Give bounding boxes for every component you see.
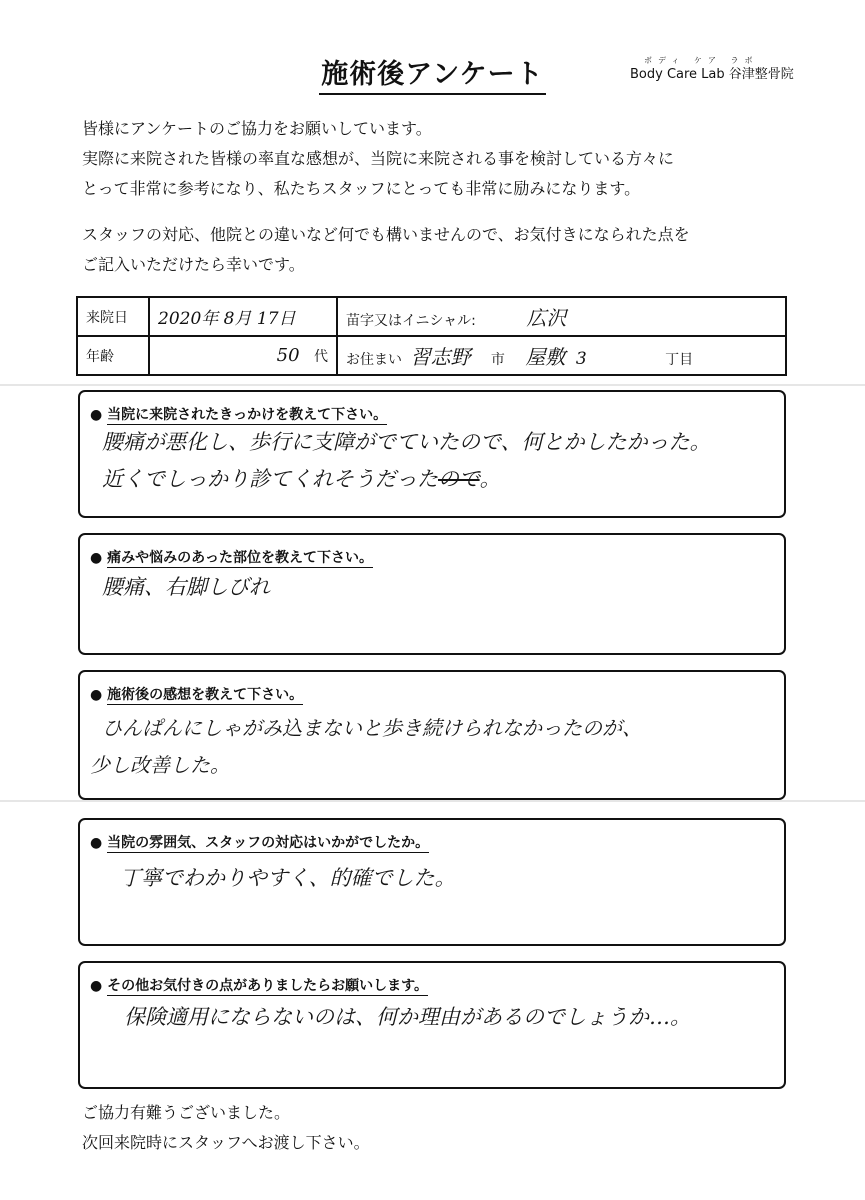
visit-date-field[interactable]: 2020年 8月 17日 <box>149 297 337 336</box>
question-label: ● 当院に来院されたきっかけを教えて下さい。 <box>90 407 388 423</box>
page-title: 施術後アンケート <box>0 52 865 91</box>
brand-name: Body Care Lab 谷津整骨院 <box>630 67 794 82</box>
initial-value: 広沢 <box>526 306 567 330</box>
question-label: ● その他お気付きの点がありましたらお願いします。 <box>90 978 428 994</box>
initial-label: 苗字又はイニシャル: <box>346 313 476 329</box>
visitor-info-table <box>76 296 787 376</box>
question-label: ● 痛みや悩みのあった部位を教えて下さい。 <box>90 550 373 566</box>
question-label: ● 当院の雰囲気、スタッフの対応はいかがでしたか。 <box>90 835 430 851</box>
question-box-pain-area[interactable] <box>78 533 786 655</box>
paper-fold-line <box>0 800 865 802</box>
initial-field[interactable] <box>337 297 786 336</box>
answer-text: 腰痛が悪化し、歩行に支障がでていたので、何とかしたかった。 近くでしっかり診てくれそうだったので。 <box>102 430 711 491</box>
address-label: お住まい <box>346 352 402 368</box>
paper-fold-line <box>0 384 865 386</box>
address-city: 習志野 <box>410 345 471 369</box>
struck-text: ので <box>438 467 480 491</box>
answer-text: 腰痛、右脚しびれ <box>102 575 270 599</box>
brand-ruby: ボディ ケア ラボ <box>644 56 759 65</box>
visit-date-label: 来院日 <box>77 297 149 336</box>
question-box-atmosphere[interactable] <box>78 818 786 946</box>
chome-unit: 丁目 <box>665 352 694 368</box>
age-label: 年齢 <box>77 336 149 375</box>
age-field[interactable] <box>149 336 337 375</box>
city-unit: 市 <box>490 352 505 368</box>
intro-text: 皆様にアンケートのご協力をお願いしています。 実際に来院された皆様の率直な感想が、当院に来院される事を検討している方々に とって非常に参考になり、私たちスタッフにとっても非常に励みになります。 スタッフの対応、他院との違いなど何でも構いませんので、お気付きになられた点を ご記入いただけたら幸いです。 <box>82 119 690 274</box>
address-chome: 3 <box>575 349 587 369</box>
question-box-impression[interactable] <box>78 670 786 800</box>
answer-text: 丁寧でわかりやすく、的確でした。 <box>120 866 456 890</box>
clinic-brand <box>630 56 840 84</box>
answer-text: ひんぱんにしゃがみ込まないと歩き続けられなかったのが、 少し改善した。 <box>90 716 642 777</box>
answer-text: 保険適用にならないのは、何か理由があるのでしょうか…。 <box>124 1005 691 1029</box>
question-box-visit-reason[interactable] <box>78 390 786 518</box>
question-label: ● 施術後の感想を教えて下さい。 <box>90 687 304 703</box>
age-value: 50 <box>276 345 300 366</box>
address-town: 屋敷 <box>525 345 566 369</box>
question-box-other[interactable] <box>78 961 786 1089</box>
age-unit: 代 <box>314 349 328 365</box>
address-field[interactable] <box>337 336 786 375</box>
footer-text: ご協力有難うございました。 次回来院時にスタッフへお渡し下さい。 <box>82 1103 370 1152</box>
